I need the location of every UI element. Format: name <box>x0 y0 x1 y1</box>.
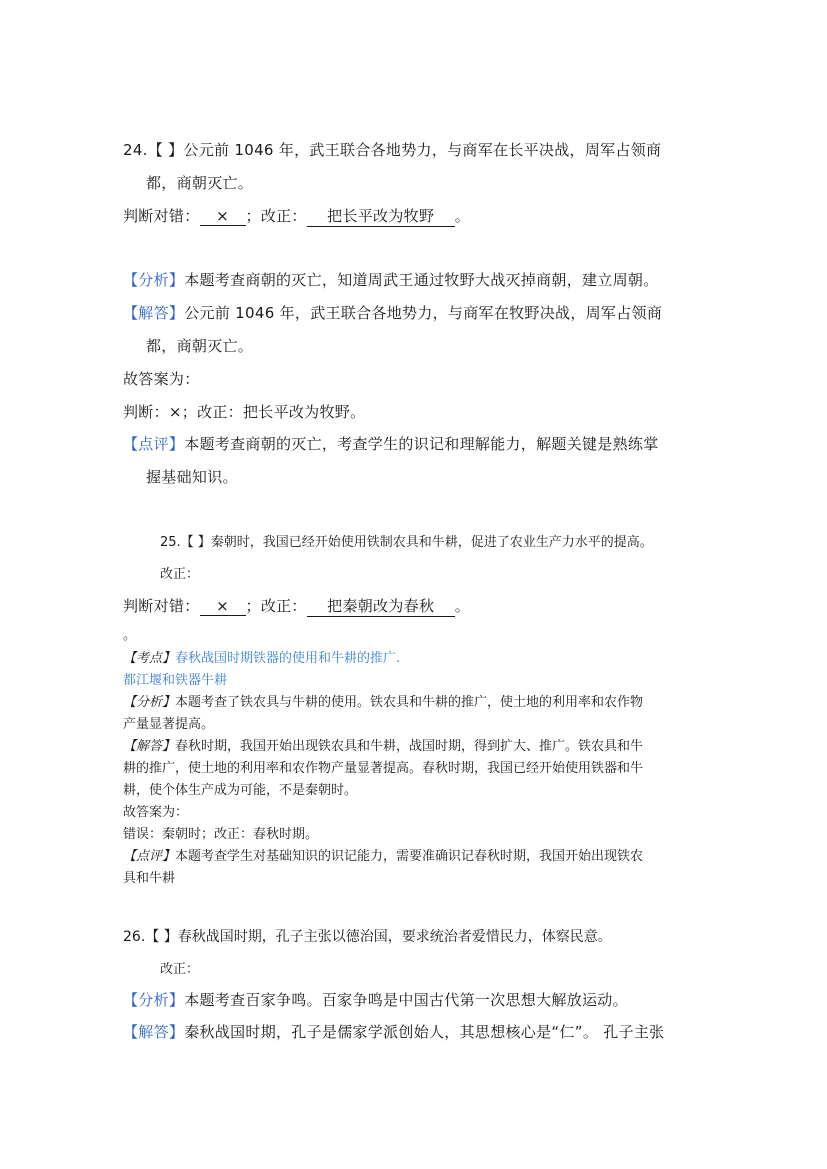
analysis-tag: 【分析】 <box>123 695 176 710</box>
q24-review-line1 <box>123 433 659 454</box>
q24-judge-row <box>123 205 470 227</box>
correction-label: ；改正： <box>245 207 307 225</box>
answer-tag: 【解答】 <box>123 1023 185 1041</box>
q26-answer-line1 <box>123 1021 664 1042</box>
review-text: 本题考查商朝的灭亡，考查学生的识记和理解能力，解题关键是熟练掌 <box>184 435 659 453</box>
q25-answer-line1 <box>123 735 643 754</box>
judge-answer: × <box>200 207 246 226</box>
q25-review-line1 <box>123 845 643 864</box>
correction-label: ；改正： <box>245 597 307 615</box>
q24-so: 故答案为： <box>123 370 200 388</box>
point-tag: 【考点】 <box>123 651 176 666</box>
review-text: 本题考查学生对基础知识的识记能力，需要准确识记春秋时期，我国开始出现铁农 <box>175 849 644 864</box>
judge-label: 判断对错： <box>123 207 200 225</box>
q25-review-line2: 具和牛耕 <box>123 871 176 886</box>
q24-analysis <box>123 269 659 290</box>
q25-answer-line3: 耕，使个体生产成为可能，不是秦朝时。 <box>123 783 358 798</box>
q25-judge-row <box>123 595 470 617</box>
q25-fix-label: 改正： <box>160 567 200 582</box>
q25-dot: 。 <box>123 628 137 643</box>
correction-answer: 把秦朝改为春秋 <box>307 595 455 617</box>
q24-stem-line2: 都，商朝灭亡。 <box>146 174 254 192</box>
q25-answer-line2: 耕的推广，使土地的利用率和农作物产量显著提高。春秋时期，我国已经开始使用铁器和牛 <box>123 761 644 776</box>
answer-text: 公元前 1046 年，武王联合各地势力，与商军在牧野决战，周军占领商 <box>184 304 663 322</box>
analysis-text: 本题考查了铁农具与牛耕的使用。铁农具和牛耕的推广，使土地的利用率和农作物 <box>175 695 644 710</box>
analysis-tag: 【分析】 <box>123 991 185 1009</box>
judge-label: 判断对错： <box>123 597 200 615</box>
q26-fix-label: 改正： <box>160 962 200 977</box>
q25-final: 错误：秦朝时；改正：春秋时期。 <box>123 827 319 842</box>
analysis-tag: 【分析】 <box>123 271 185 289</box>
review-tag: 【点评】 <box>123 435 185 453</box>
q25-point <box>123 647 400 666</box>
review-tag: 【点评】 <box>123 849 176 864</box>
q24-stem-line1: 24.【 】公元前 1046 年，武王联合各地势力，与商军在长平决战，周军占领商 <box>123 141 662 159</box>
analysis-text: 本题考查百家争鸣。百家争鸣是中国古代第一次思想大解放运动。 <box>184 991 628 1009</box>
period: 。 <box>454 207 471 225</box>
q26-stem: 26.【 】春秋战国时期，孔子主张以德治国，要求统治者爱惜民力，体察民意。 <box>123 929 612 945</box>
q24-answer-line2: 都，商朝灭亡。 <box>146 337 254 355</box>
q25-point-link2[interactable]: 都江堰和铁器牛耕 <box>123 673 228 688</box>
q25-so: 故答案为： <box>123 805 189 820</box>
answer-text: 秦秋战国时期，孔子是儒家学派创始人，其思想核心是“仁”。 孔子主张 <box>184 1023 665 1041</box>
q24-answer-line1 <box>123 302 662 323</box>
correction-answer: 把长平改为牧野 <box>307 205 455 227</box>
answer-tag: 【解答】 <box>123 739 176 754</box>
q24-final: 判断：×；改正：把长平改为牧野。 <box>123 403 366 421</box>
answer-tag: 【解答】 <box>123 304 185 322</box>
analysis-text: 本题考查商朝的灭亡，知道周武王通过牧野大战灭掉商朝，建立周朝。 <box>184 271 659 289</box>
q26-analysis <box>123 989 628 1010</box>
q24-review-line2: 握基础知识。 <box>146 468 238 486</box>
judge-answer: × <box>200 597 246 616</box>
q25-analysis-line1 <box>123 691 643 710</box>
period: 。 <box>454 597 471 615</box>
q25-stem: 25.【 】秦朝时，我国已经开始使用铁制农具和牛耕，促进了农业生产力水平的提高。 <box>160 535 653 550</box>
q25-analysis-line2: 产量显著提高。 <box>123 717 215 732</box>
point-link[interactable]: 春秋战国时期铁器的使用和牛耕的推广. <box>175 651 401 666</box>
answer-text: 春秋时期，我国开始出现铁农具和牛耕，战国时期，得到扩大、推广。铁农具和牛 <box>175 739 644 754</box>
